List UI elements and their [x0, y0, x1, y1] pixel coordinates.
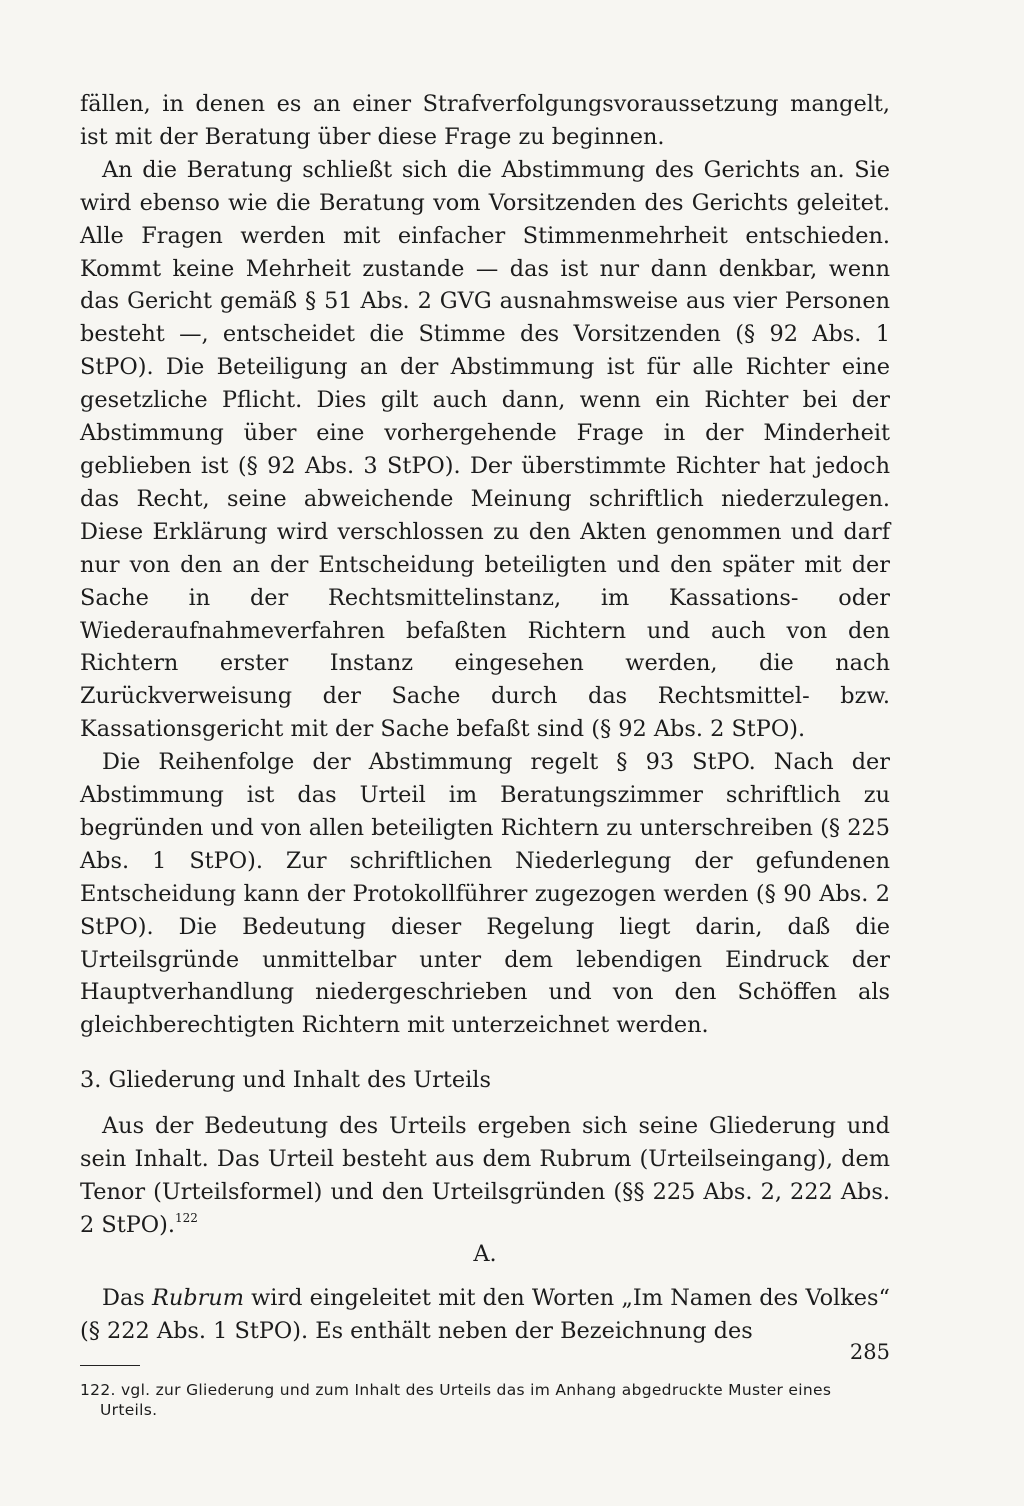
rubrum-paragraph	[80, 1282, 890, 1348]
footnote	[80, 1380, 890, 1420]
footnote-number: 122.	[80, 1380, 116, 1399]
rubrum-emphasis: Rubrum	[151, 1284, 244, 1311]
footnote-text: vgl. zur Gliederung und zum Inhalt des Urteils das im Anhang abgedruckte Muster eines Urteils.	[100, 1380, 832, 1419]
rubrum-after: wird eingeleitet mit den Worten „Im Namen des Volkes“ (§ 222 Abs. 1 StPO). Es enthält neben der Bezeichnung des	[80, 1284, 890, 1344]
paragraph-3: Die Reihenfolge der Abstimmung regelt § 93 StPO. Nach der Abstimmung ist das Urteil im Beratungszimmer schriftlich zu begründen und von allen beteiligten Richtern zu unterschreiben (§ 225 Abs. 1 StPO). Zur schriftlichen Niederlegung der gefundenen Entscheidung kann der Protokollführer zugezogen werden (§ 90 Abs. 2 StPO). Die Bedeutung dieser Regelung liegt darin, daß die Urteilsgründe unmittelbar unter dem lebendigen Eindruck der Hauptverhandlung niedergeschrieben und von den Schöffen als gleichberechtigten Richtern mit unterzeichnet werden.	[80, 749, 890, 1039]
subsection-letter: A.	[473, 1240, 497, 1267]
rubrum-before: Das	[102, 1284, 152, 1311]
paragraph-1: fällen, in denen es an einer Strafverfolgungsvoraussetzung mangelt, ist mit der Beratung über diese Frage zu beginnen.	[80, 91, 890, 150]
section-paragraph	[80, 1110, 890, 1242]
paragraph-2: An die Beratung schließt sich die Abstimmung des Gerichts an. Sie wird ebenso wie die Beratung vom Vorsitzenden des Gerichts geleitet. Alle Fragen werden mit einfacher Stimmenmehrheit entschieden. Kommt keine Mehrheit zustande — das ist nur dann denkbar, wenn das Gericht gemäß § 51 Abs. 2 GVG ausnahmsweise aus vier Personen besteht —, entscheidet die Stimme des Vorsitzenden (§ 92 Abs. 1 StPO). Die Beteiligung an der Abstimmung ist für alle Richter eine gesetzliche Pflicht. Dies gilt auch dann, wenn ein Richter bei der Abstimmung über eine vorhergehende Frage in der Minderheit geblieben ist (§ 92 Abs. 3 StPO). Der überstimmte Richter hat jedoch das Recht, seine abweichende Meinung schriftlich niederzulegen. Diese Erklärung wird verschlossen zu den Akten genommen und darf nur von den an der Entscheidung beteiligten und den später mit der Sache in der Rechtsmittelinstanz, im Kassations- oder Wiederaufnahmeverfahren befaßten Richtern und auch von den Richtern erster Instanz eingesehen werden, die nach Zurückverweisung der Sache durch das Rechtsmittel- bzw. Kassationsgericht mit der Sache befaßt sind (§ 92 Abs. 2 StPO).	[80, 156, 890, 743]
section-paragraph-text: Aus der Bedeutung des Urteils ergeben sich seine Gliederung und sein Inhalt. Das Urteil besteht aus dem Rubrum (Urteilseingang), dem Tenor (Urteilsformel) und den Urteilsgründen (§§ 225 Abs. 2, 222 Abs. 2 StPO).	[80, 1113, 890, 1238]
footnote-reference: 122	[174, 1211, 198, 1225]
page-number: 285	[849, 1340, 890, 1364]
section-heading: 3. Gliederung und Inhalt des Urteils	[80, 1067, 491, 1094]
page-body	[80, 88, 890, 1420]
footnote-divider	[80, 1365, 140, 1366]
